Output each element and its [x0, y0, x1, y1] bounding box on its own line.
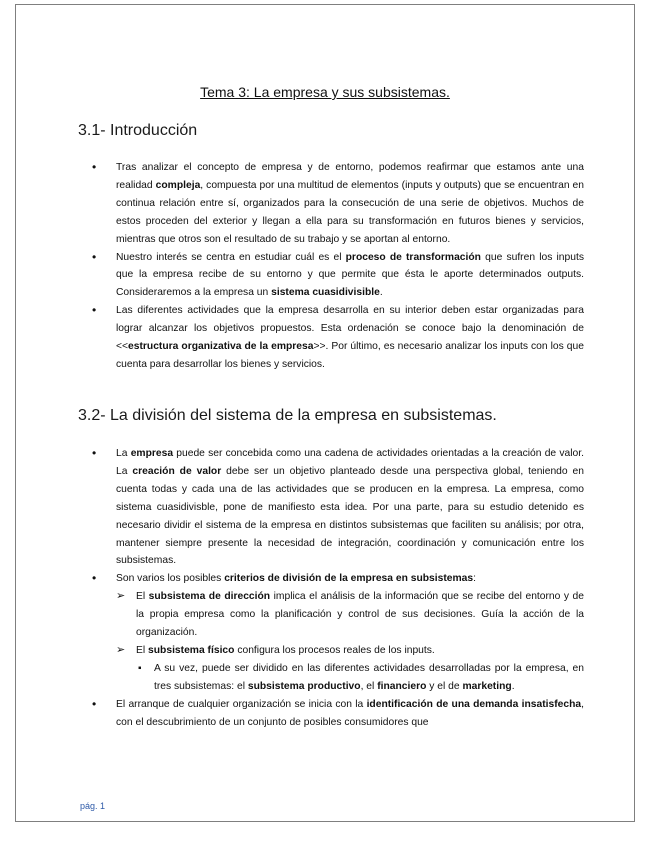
list-item: • Nuestro interés se centra en estudiar cuál es el proceso de transformación que sufren los inputs que la empresa recibe de su entorno y que permite que ésta le aporte determinados outputs. Consideraremos a la empresa un sistema cuasidivisible.	[90, 249, 584, 303]
page-title: Tema 3: La empresa y sus subsistemas.	[200, 84, 450, 100]
sub-list-item: ➢ El subsistema de dirección implica el análisis de la información que se recibe del entorno y de la propia empresa como la planificación y control de sus decisiones. Guía la acción de la organización.	[116, 588, 584, 642]
list-item: • Son varios los posibles criterios de división de la empresa en subsistemas:	[90, 570, 584, 588]
document-page	[15, 4, 635, 822]
list-item: • La empresa puede ser concebida como una cadena de actividades orientadas a la creación de valor. La creación de valor debe ser un objetivo planteado desde una perspectiva global, teniendo en cuenta todas y cada una de las actividades que se producen en la empresa. La empresa, como sistema cuasidivisble, pone de manifiesto esta idea. Por una parte, para su estudio detenido es necesario dividir el sistema de la empresa en distintos subsistemas que faciliten su análisis; por otra, mantener siempre presente la necesidad de integración, coordinación y comunicación entre los subsistemas.	[90, 445, 584, 570]
division-list	[90, 445, 584, 732]
section-heading-division: 3.2- La división del sistema de la empresa en subsistemas.	[78, 407, 497, 424]
list-item: • Tras analizar el concepto de empresa y de entorno, podemos reafirmar que estamos ante una realidad compleja, compuesta por una multitud de elementos (inputs y outputs) que se encuentran en continua relación entre sí, organizados para la consecución de una serie de objetivos. Muchos de estos proceden del exterior y llegan a ella para su transformación en futuros bienes y servicios, mientras que otros son el resultado de su trabajo y se aportan al entorno.	[90, 159, 584, 249]
section-heading-introduccion: 3.1- Introducción	[78, 122, 198, 139]
list-item: • El arranque de cualquier organización se inicia con la identificación de una demanda insatisfecha, con el descubrimiento de un conjunto de posibles consumidores que	[90, 696, 584, 732]
sub-sub-list-item: ▪ A su vez, puede ser dividido en las diferentes actividades desarrolladas por la empresa, en tres subsistemas: el subsistema productivo, el financiero y el de marketing.	[136, 660, 584, 696]
list-item: • Las diferentes actividades que la empresa desarrolla en su interior deben estar organizadas para lograr alcanzar los objetivos propuestos. Esta ordenación se conoce bajo la denominación de <<estructura organizativa de la empresa>>. Por último, es necesario analizar los inputs con los que cuenta para desarrollar los bienes y servicios.	[90, 302, 584, 374]
sub-list-item: ➢ El subsistema físico configura los procesos reales de los inputs.	[116, 642, 584, 660]
page-number: pág. 1	[80, 801, 106, 811]
introduccion-list	[90, 159, 584, 374]
